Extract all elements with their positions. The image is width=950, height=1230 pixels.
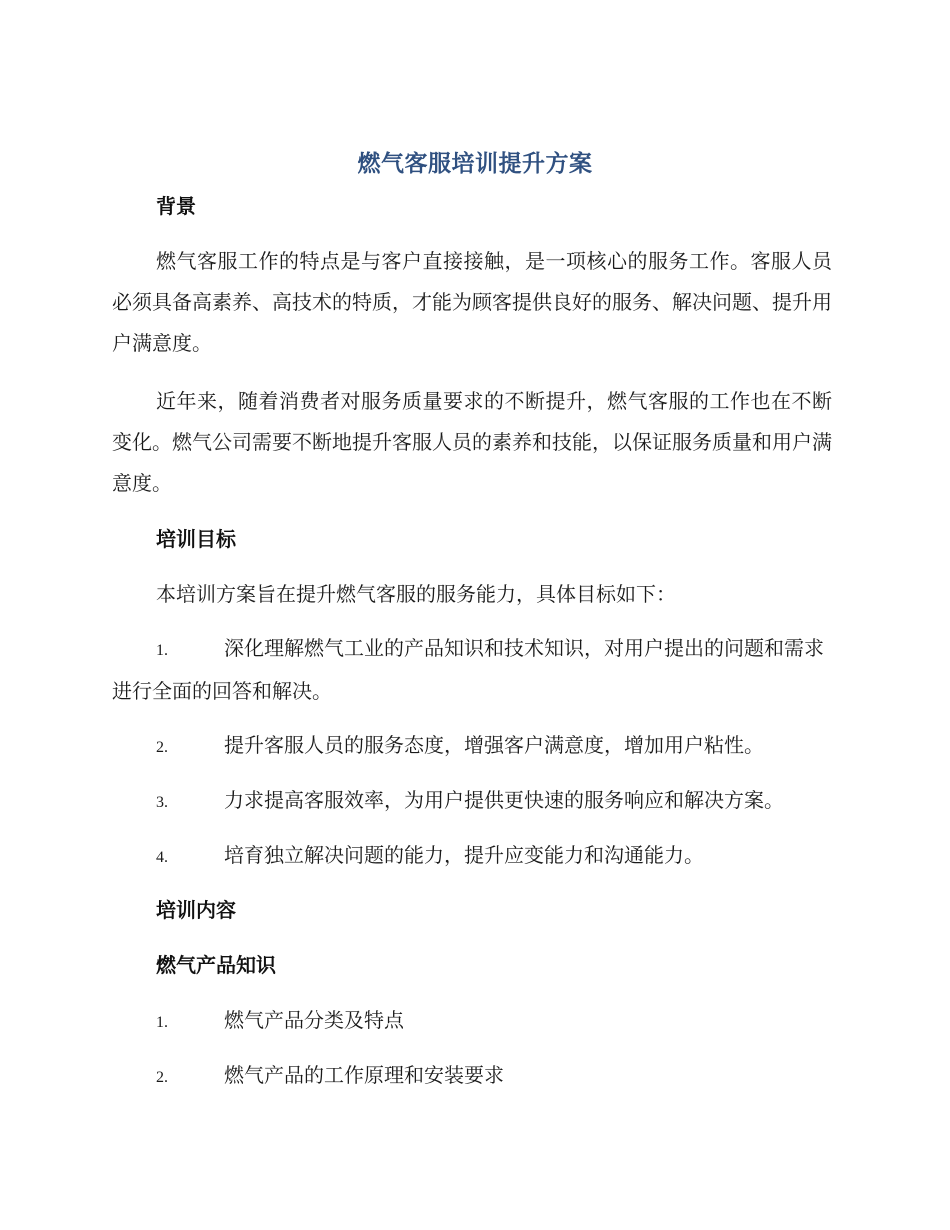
list-item-text: 力求提高客服效率，为用户提供更快速的服务响应和解决方案。 [224,788,784,812]
list-item-number: 2. [156,1069,168,1086]
paragraph-background-2: 近年来，随着消费者对服务质量要求的不断提升，燃气客服的工作也在不断变化。燃气公司需要不断地提升客服人员的素养和技能，以保证服务质量和用户满意度。 [112,389,832,495]
list-item [112,725,832,768]
list-item [112,780,832,823]
heading-content: 培训内容 [156,898,236,922]
list-item-text: 深化理解燃气工业的产品知识和技术知识，对用户提出的问题和需求进行全面的回答和解决。 [112,636,824,703]
list-item-number: 3. [156,794,168,811]
document-title: 燃气客服培训提升方案 [357,151,593,177]
list-item-text: 提升客服人员的服务态度，增强客户满意度，增加用户粘性。 [224,733,764,757]
list-item-number: 4. [156,849,168,866]
list-item-text: 培育独立解决问题的能力，提升应变能力和沟通能力。 [224,843,704,867]
list-item [112,835,832,878]
list-item-number: 1. [156,1014,168,1031]
list-item [112,628,832,712]
list-item-text: 燃气产品分类及特点 [224,1008,404,1032]
heading-goals: 培训目标 [156,527,236,551]
heading-background: 背景 [156,194,196,218]
subheading-product-knowledge: 燃气产品知识 [156,953,276,977]
list-item [112,1000,832,1043]
list-item [112,1055,832,1098]
list-item-number: 1. [156,642,168,659]
list-item-number: 2. [156,739,168,756]
paragraph-background-1: 燃气客服工作的特点是与客户直接接触，是一项核心的服务工作。客服人员必须具备高素养、高技术的特质，才能为顾客提供良好的服务、解决问题、提升用户满意度。 [112,249,832,355]
goals-intro: 本培训方案旨在提升燃气客服的服务能力，具体目标如下： [156,582,676,606]
list-item-text: 燃气产品的工作原理和安装要求 [224,1063,504,1087]
